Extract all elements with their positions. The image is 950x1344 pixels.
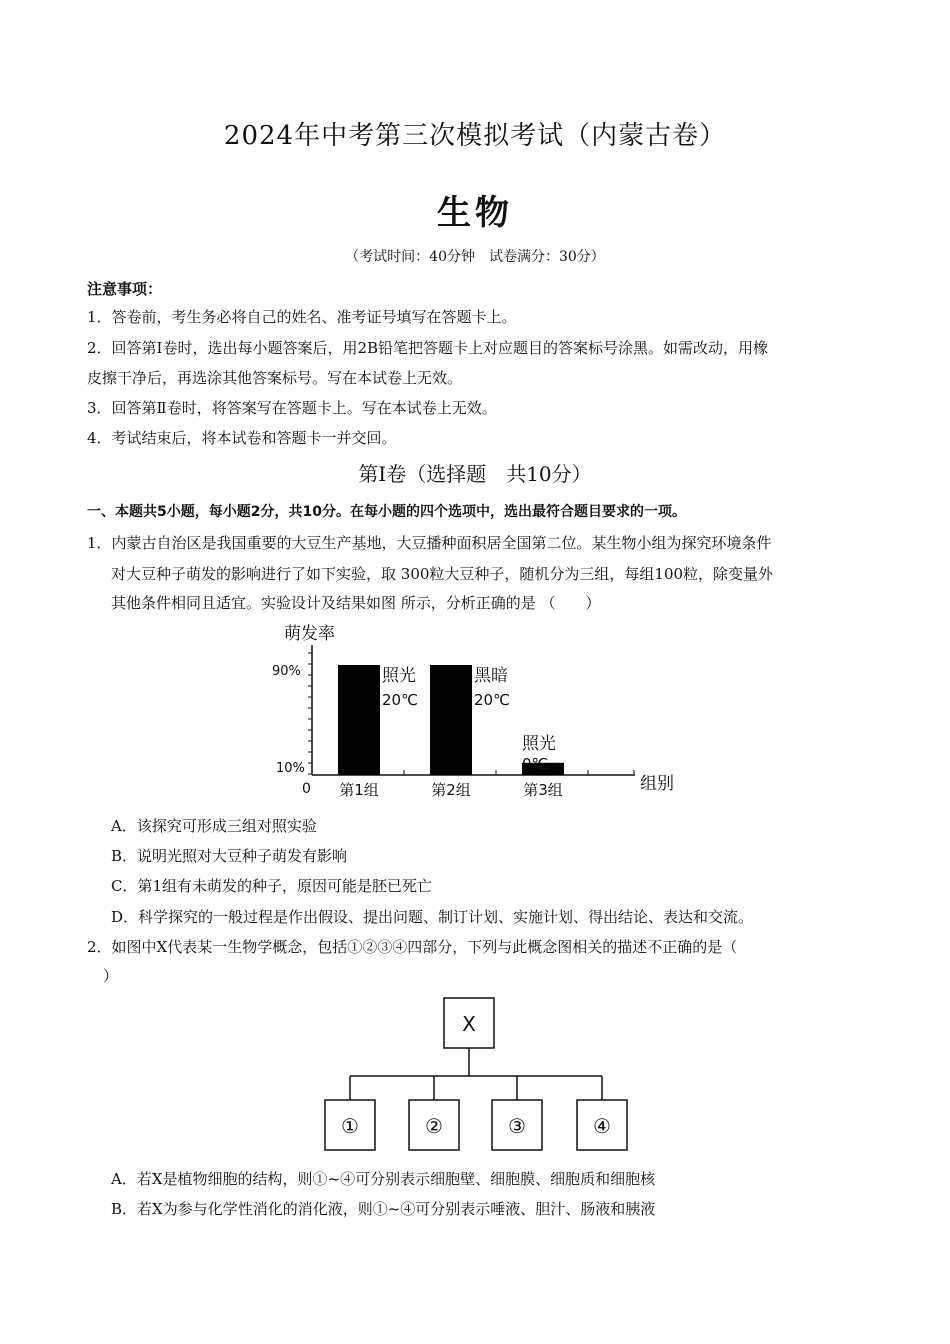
diagram-child-label: ③ xyxy=(508,1114,526,1138)
question-1-option: B．说明光照对大豆种子萌发有影响 xyxy=(111,847,348,865)
chart-bar-annotation: 照光 xyxy=(382,666,416,686)
chart-category-label: 第1组 xyxy=(339,781,379,799)
diagram-child-label: ② xyxy=(425,1114,443,1138)
chart-bar xyxy=(430,665,472,775)
chart-bar-annotation: 照光 xyxy=(522,733,556,754)
diagram-root-label: X xyxy=(462,1012,476,1036)
exam-info: （考试时间：40分钟 试卷满分：30分） xyxy=(345,249,605,265)
section-title: 第Ⅰ卷（选择题 共10分） xyxy=(358,462,592,486)
chart-bar-annotation: 0℃ xyxy=(522,754,549,773)
section-instruction: 一、本题共5小题，每小题2分，共10分。在每小题的四个选项中，选出最符合题目要求的一项。 xyxy=(87,504,686,520)
question-2-line: 2．如图中X代表某一生物学概念，包括①②③④四部分，下列与此概念图相关的描述不正确的是（ xyxy=(87,938,738,956)
chart-ytick-label: 90% xyxy=(272,664,301,679)
note-item: 1．答卷前，考生务必将自己的姓名、准考证号填写在答题卡上。 xyxy=(87,308,517,326)
diagram-child-label: ① xyxy=(341,1114,359,1138)
question-1-option: C．第1组有未萌发的种子，原因可能是胚已死亡 xyxy=(111,877,433,895)
chart-bar-annotation: 20℃ xyxy=(382,691,418,709)
chart-origin-label: 0 xyxy=(302,781,311,797)
chart-category-label: 第2组 xyxy=(431,781,471,799)
chart-bar xyxy=(338,665,380,775)
question-2-line: ） xyxy=(103,967,119,985)
subject-title: 生物 xyxy=(437,193,513,233)
note-item: 皮擦干净后，再选涂其他答案标号。写在本试卷上无效。 xyxy=(87,369,463,387)
germination-bar-chart xyxy=(260,615,700,805)
concept-diagram xyxy=(310,990,650,1160)
question-2-option: B．若X为参与化学性消化的消化液，则①~④可分别表示唾液、胆汁、肠液和胰液 xyxy=(111,1200,656,1218)
question-2-option: A．若X是植物细胞的结构，则①~④可分别表示细胞壁、细胞膜、细胞质和细胞核 xyxy=(111,1170,656,1188)
question-1-line: 其他条件相同且适宜。实验设计及结果如图 所示，分析正确的是 （ ） xyxy=(111,594,601,612)
notes-heading: 注意事项： xyxy=(87,280,163,298)
note-item: 4．考试结束后，将本试卷和答题卡一并交回。 xyxy=(87,429,397,447)
chart-bar-annotation: 黑暗 xyxy=(474,666,508,686)
chart-bar-annotation: 20℃ xyxy=(474,691,510,709)
chart-ylabel: 萌发率 xyxy=(284,624,335,644)
chart-xlabel: 组别 xyxy=(640,774,674,794)
question-1-line: 1．内蒙古自治区是我国重要的大豆生产基地，大豆播种面积居全国第二位。某生物小组为探究环境条件 xyxy=(87,534,772,552)
note-item: 2．回答第Ⅰ卷时，选出每小题答案后，用2B铅笔把答题卡上对应题目的答案标号涂黑。如需改动，用橡 xyxy=(87,339,769,357)
exam-title: 2024年中考第三次模拟考试（内蒙古卷） xyxy=(223,121,727,151)
chart-category-label: 第3组 xyxy=(523,781,563,799)
diagram-child-label: ④ xyxy=(593,1114,611,1138)
chart-ytick-label: 10% xyxy=(276,761,305,776)
question-1-line: 对大豆种子萌发的影响进行了如下实验，取 300粒大豆种子，随机分为三组，每组100粒，除变量外 xyxy=(111,565,774,583)
question-1-option: D．科学探究的一般过程是作出假设、提出问题、制订计划、实施计划、得出结论、表达和交流。 xyxy=(111,908,754,926)
note-item: 3．回答第Ⅱ卷时，将答案写在答题卡上。写在本试卷上无效。 xyxy=(87,399,497,417)
question-1-option: A．该探究可形成三组对照实验 xyxy=(111,817,317,835)
